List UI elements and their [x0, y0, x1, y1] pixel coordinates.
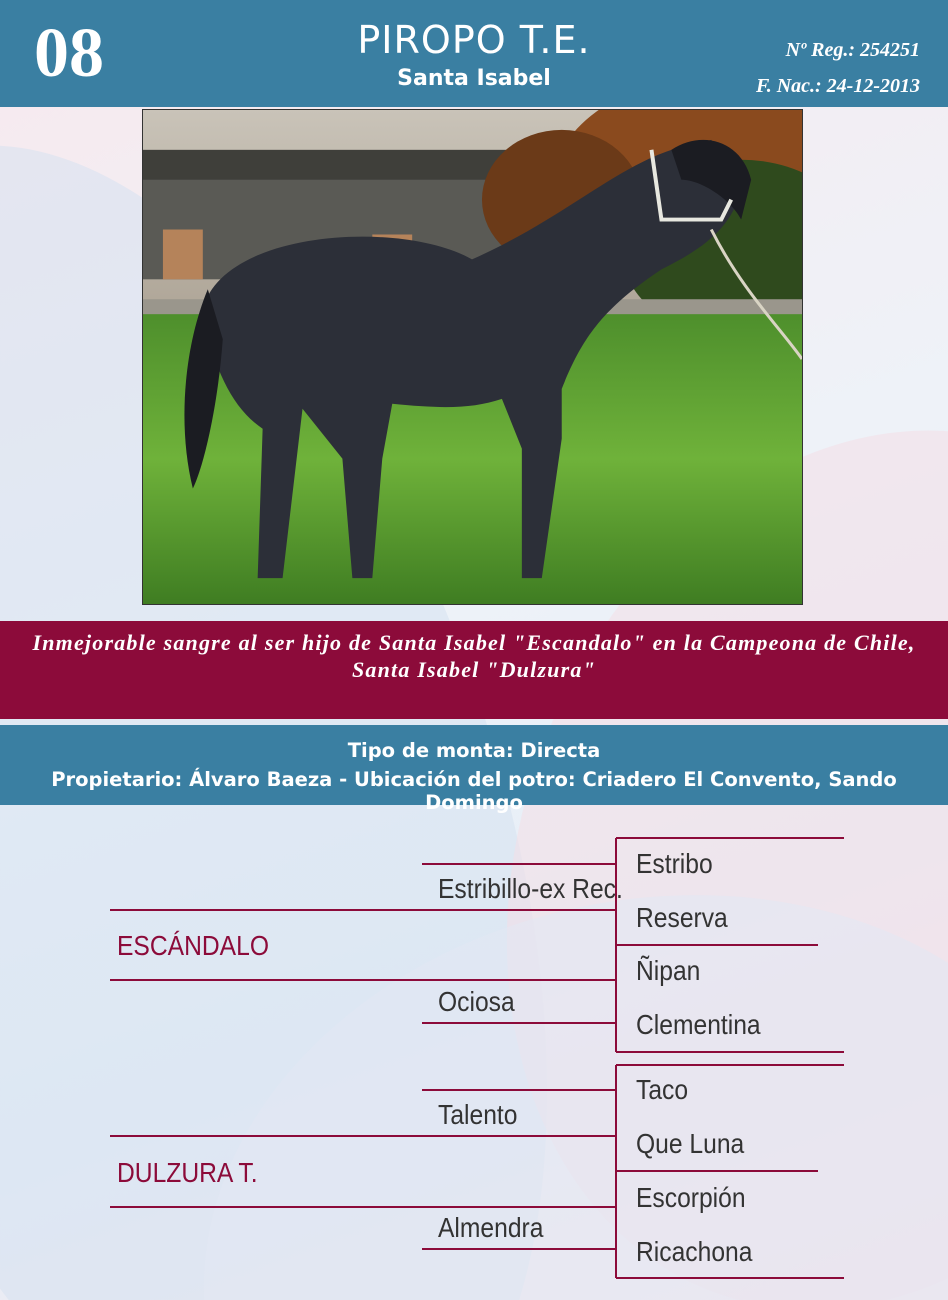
horse-name: PIROPO T.E. [357, 18, 591, 62]
lot-number: 08 [34, 15, 104, 92]
pedigree-dam-dam-dam: Ricachona [636, 1236, 753, 1267]
pedigree-dam-dam-sire: Escorpión [636, 1182, 746, 1213]
description-band [0, 621, 948, 719]
pedigree-sire-sire-sire: Estribo [636, 848, 713, 879]
pedigree-sire-dam: Ociosa [438, 986, 515, 1017]
registration-number: Nº Reg.: 254251 [785, 39, 920, 61]
pedigree-sire-sire-dam: Reserva [636, 902, 728, 933]
pedigree-sire-sire: Estribillo-ex Rec. [438, 873, 623, 904]
description-text: Inmejorable sangre al ser hijo de Santa Isabel "Escandalo" en la Campeona de Chile, Santa Isabel "Dulzura" [32, 630, 916, 682]
pedigree-sire-dam-dam: Clementina [636, 1009, 761, 1040]
pedigree-dam: DULZURA T. [117, 1157, 258, 1188]
pedigree-dam-sire-dam: Que Luna [636, 1128, 745, 1159]
pedigree-dam-dam: Almendra [438, 1212, 544, 1243]
info-band [0, 725, 948, 814]
mount-type: Tipo de monta: Directa [347, 739, 601, 762]
horse-photo-illustration [143, 110, 802, 604]
pedigree-sire: ESCÁNDALO [117, 930, 269, 961]
birth-date: F. Nac.: 24-12-2013 [755, 75, 920, 97]
owner-location: Propietario: Álvaro Baeza - Ubicación del potro: Criadero El Convento, Sando Domingo [51, 768, 897, 814]
horse-photo [142, 109, 803, 605]
breeder-name: Santa Isabel [397, 66, 551, 91]
pedigree-dam-sire: Talento [438, 1099, 518, 1130]
header-bar [0, 0, 948, 107]
pedigree-dam-sire-sire: Taco [636, 1074, 689, 1105]
pedigree-sire-dam-sire: Ñipan [636, 955, 701, 986]
